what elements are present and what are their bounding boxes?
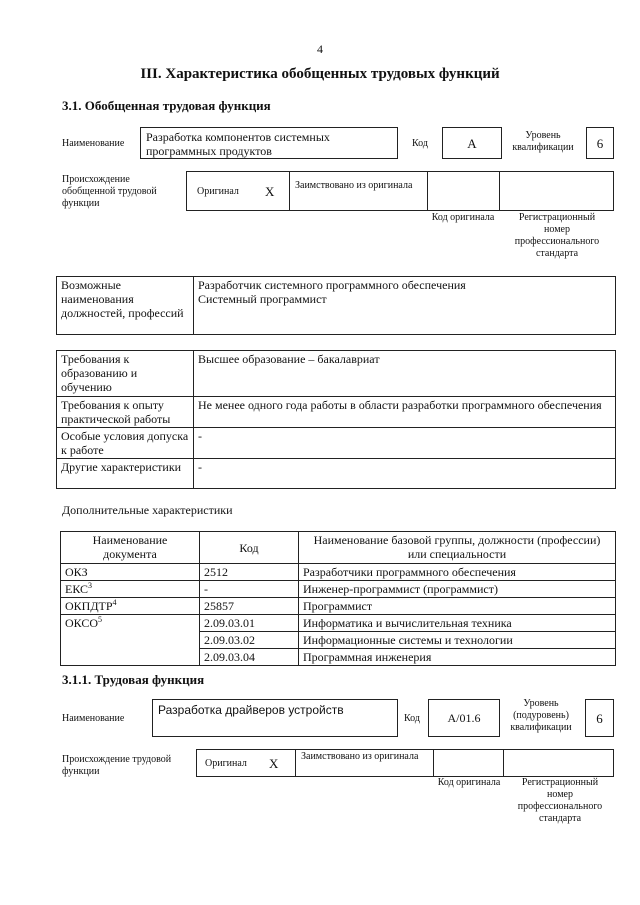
tf-original-mark: X <box>269 756 279 771</box>
tf-name-value: Разработка драйверов устройств <box>158 703 344 717</box>
req-label: Требования к образованию и обучению <box>57 351 194 397</box>
tf-code-label: Код <box>404 713 420 724</box>
gtf-origin-grid <box>186 171 614 211</box>
page-number: 4 <box>317 42 323 56</box>
row-doc-footnote: 3 <box>88 581 93 590</box>
gtf-level-value: 6 <box>596 136 604 151</box>
gtf-name-box <box>140 127 398 159</box>
row-doc: ОКПДТР <box>65 599 113 613</box>
tf-code-orig-label: Код оригинала <box>437 777 501 788</box>
gtf-reg-num-label: Регистрационный номер профессионального стандарта <box>514 212 600 259</box>
gtf-original-label: Оригинал <box>197 186 239 197</box>
tf-level-box <box>585 699 614 737</box>
gtf-code-label: Код <box>412 138 428 149</box>
gtf-name-value: Разработка компонентов системных программных продуктов <box>146 130 330 158</box>
positions-values <box>194 277 616 335</box>
row-name: Инженер-программист (программист) <box>299 581 616 598</box>
row-name: Программная инженерия <box>299 649 616 666</box>
table-row <box>61 564 616 581</box>
req-label: Особые условия допуска к работе <box>57 428 194 459</box>
additional-table <box>60 531 616 666</box>
tf-borrowed-label: Заимствовано из оригинала <box>301 751 419 762</box>
gtf-borrowed-label: Заимствовано из оригинала <box>295 180 413 191</box>
col-header-code: Код <box>200 532 299 564</box>
tf-name-box <box>152 699 398 737</box>
additional-heading: Дополнительные характеристики <box>62 503 233 517</box>
req-value: - <box>194 459 616 489</box>
row-name: Программист <box>299 598 616 615</box>
row-code: 25857 <box>200 598 299 615</box>
req-value: Высшее образование – бакалавриат <box>194 351 616 397</box>
row-doc: ЕКС <box>65 582 89 596</box>
gtf-origin-label: Происхождение обобщенной трудовой функции <box>62 174 157 209</box>
table-row <box>61 581 616 598</box>
gtf-level-box <box>586 127 614 159</box>
row-doc: ОКСО <box>65 616 99 630</box>
gtf-name-label: Наименование <box>62 138 125 149</box>
req-value: - <box>194 428 616 459</box>
gtf-code-value: A <box>467 136 477 151</box>
gtf-code-box <box>442 127 502 159</box>
requirements-table <box>56 350 616 489</box>
row-name: Информационные системы и технологии <box>299 632 616 649</box>
row-code: - <box>200 581 299 598</box>
req-label: Другие характеристики <box>57 459 194 489</box>
tf-level-label: Уровень (подуровень) квалификации <box>510 698 572 733</box>
table-row <box>61 598 616 615</box>
row-doc-footnote: 4 <box>112 598 117 607</box>
gtf-level-label: Уровень квалификации <box>512 130 574 153</box>
req-label: Требования к опыту практической работы <box>57 397 194 428</box>
positions-label: Возможные наименования должностей, профессий <box>57 277 194 335</box>
positions-table <box>56 276 616 335</box>
row-doc-footnote: 5 <box>98 615 103 624</box>
tf-code-value: A/01.6 <box>447 711 481 725</box>
row-name: Информатика и вычислительная техника <box>299 615 616 632</box>
col-header-name: Наименование базовой группы, должности (профессии) или специальности <box>299 532 616 564</box>
tf-heading: 3.1.1. Трудовая функция <box>62 672 205 687</box>
row-code: 2.09.03.02 <box>200 632 299 649</box>
tf-divider-3 <box>503 750 504 776</box>
row-code: 2.09.03.01 <box>200 615 299 632</box>
row-code: 2.09.03.04 <box>200 649 299 666</box>
gtf-heading: 3.1. Обобщенная трудовая функция <box>62 98 271 113</box>
tf-code-box <box>428 699 500 737</box>
gtf-code-orig-label: Код оригинала <box>431 212 495 223</box>
gtf-divider-2 <box>427 172 428 210</box>
position-item: Разработчик системного программного обеспечения <box>198 278 466 292</box>
col-header-doc: Наименование документа <box>61 532 200 564</box>
tf-name-label: Наименование <box>62 713 125 724</box>
row-code: 2512 <box>200 564 299 581</box>
tf-origin-label: Происхождение трудовой функции <box>62 754 172 777</box>
gtf-divider-1 <box>289 172 290 210</box>
tf-level-value: 6 <box>596 711 603 726</box>
row-doc: ОКЗ <box>65 565 88 579</box>
tf-original-label: Оригинал <box>205 758 247 769</box>
gtf-original-mark: X <box>265 184 275 199</box>
section-title: III. Характеристика обобщенных трудовых функций <box>140 66 500 82</box>
row-name: Разработчики программного обеспечения <box>299 564 616 581</box>
tf-divider-2 <box>433 750 434 776</box>
tf-divider-1 <box>295 750 296 776</box>
table-row <box>61 615 616 632</box>
tf-origin-grid <box>196 749 614 777</box>
position-item: Системный программист <box>198 292 327 306</box>
req-value: Не менее одного года работы в области разработки программного обеспечения <box>194 397 616 428</box>
tf-reg-num-label: Регистрационный номер профессионального стандарта <box>517 777 603 824</box>
gtf-divider-3 <box>499 172 500 210</box>
